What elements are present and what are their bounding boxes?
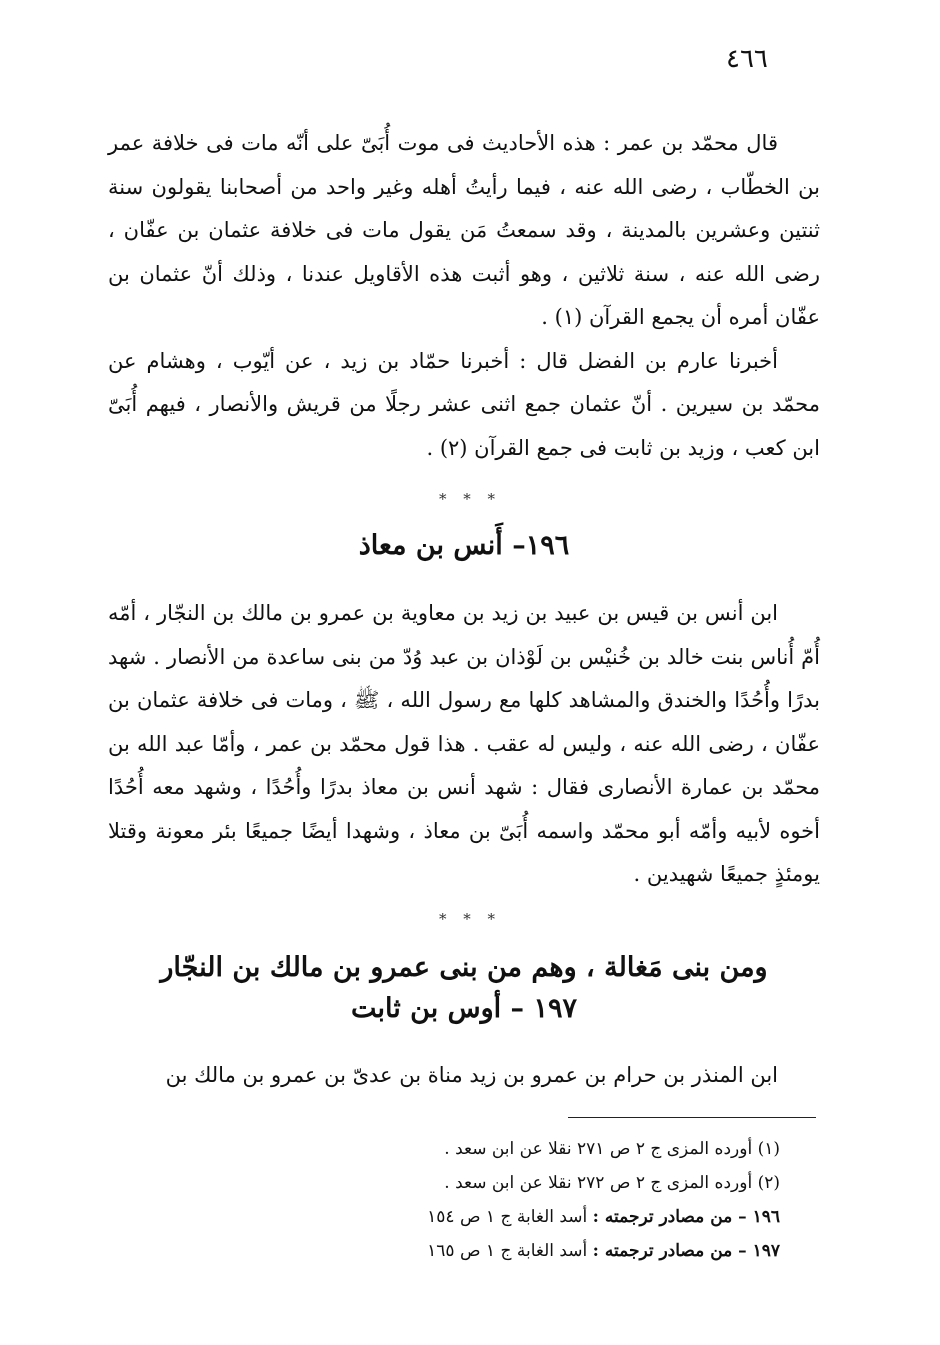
entry-heading-196: ١٩٦– أَنس بن معاذ bbox=[358, 530, 570, 561]
footnote-text: أسد الغابة ج ١ ص ١٦٥ bbox=[427, 1241, 593, 1261]
paragraph-entry-196: ابن أنس بن قيس بن عبيد بن زيد بن معاوية بن عمرو بن مالك بن النجّار ، أمّه أُمّ أُناس بنت خالد بن خُنيْس بن لَوْذان بن عبد وُدّ من بنى ساعدة من الأنصار . شهد بدرًا وأُحُدًا والخندق والمشاهد كلها مع رسول الله ، ﷺ ، ومات فى خلافة عثمان بن عفّان ، رضى الله عنه ، وليس له عقب . هذا قول محمّد بن عمر ، وأمّا عبد الله بن محمّد بن عمارة الأنصارى فقال : شهد أنس بن معاذ بدرًا وأُحُدًا ، وشهد معه أُحُدًا أخوه لأبيه وأمّه أبو محمّد واسمه أُبَىّ بن معاذ ، وشهدا أيضًا جميعًا بئر معونة وقتلا يومئذٍ جميعًا شهيدين . bbox=[108, 601, 820, 886]
paragraph-2: أخبرنا عارم بن الفضل قال : أخبرنا حمّاد بن زيد ، عن أيّوب ، وهشام عن محمّد بن سيرين . أنّ عثمان جمع اثنى عشر رجلًا من قريش والأنصار ، فيهم أُبَىّ ابن كعب ، وزيد بن ثابت فى جمع القرآن (٢) . bbox=[108, 348, 820, 460]
page-number: ٤٦٦ bbox=[726, 44, 768, 74]
tribe-heading: ومن بنى مَغالة ، وهم من بنى عمرو بن مالك بن النجّار bbox=[160, 952, 768, 983]
section-1 bbox=[108, 122, 820, 470]
section-3 bbox=[108, 1054, 820, 1098]
separator-stars-2: * * * bbox=[438, 910, 502, 928]
footnote-entry-number: ١٩٦ bbox=[752, 1207, 780, 1227]
footnote-text: (٢) أورده المزى ج ٢ ص ٢٧٢ نقلا عن ابن سعد . bbox=[444, 1173, 780, 1193]
section-2 bbox=[108, 592, 820, 897]
footnote-entry-number: ١٩٧ bbox=[752, 1241, 780, 1261]
footnote-divider bbox=[568, 1117, 816, 1118]
paragraph-entry-197: ابن المنذر بن حرام بن عمرو بن زيد مناة بن عدىّ بن عمرو بن مالك بن bbox=[165, 1063, 778, 1087]
paragraph-1: قال محمّد بن عمر : هذه الأحاديث فى موت أُبَىّ على أنّه مات فى خلافة عمر بن الخطّاب ، رضى الله عنه ، فيما رأيتُ أهله وغير واحد من أصحابنا يقولون سنة ثنتين وعشرين بالمدينة ، وقد سمعتُ مَن يقول مات فى خلافة عثمان بن عفّان ، رضى الله عنه ، سنة ثلاثين ، وهو أثبت هذه الأقاويل عندنا ، وذلك أنّ عثمان بن عفّان أمره أن يجمع القرآن (١) . bbox=[108, 131, 820, 329]
entry-heading-197: ١٩٧ – أوس بن ثابت bbox=[351, 993, 577, 1024]
footnote-sources-196 bbox=[300, 1200, 780, 1234]
footnote-sources-197 bbox=[300, 1234, 780, 1268]
footnote-1 bbox=[300, 1132, 780, 1166]
separator-stars-1: * * * bbox=[438, 490, 502, 508]
footnote-label: – من مصادر ترجمته : bbox=[592, 1207, 753, 1227]
footnote-label: – من مصادر ترجمته : bbox=[592, 1241, 753, 1261]
footnote-text: (١) أورده المزى ج ٢ ص ٢٧١ نقلا عن ابن سعد . bbox=[444, 1139, 780, 1159]
footnote-text: أسد الغابة ج ١ ص ١٥٤ bbox=[427, 1207, 593, 1227]
footnotes bbox=[300, 1132, 780, 1268]
footnote-2 bbox=[300, 1166, 780, 1200]
